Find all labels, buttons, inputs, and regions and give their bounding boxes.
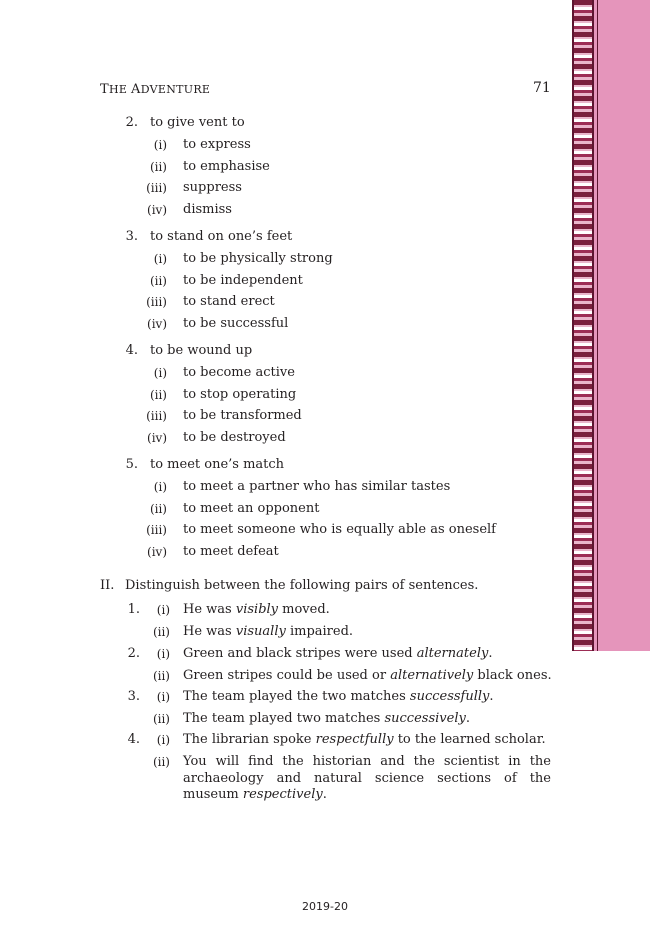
option-roman: (i) xyxy=(153,252,167,266)
sentence-roman: (i) xyxy=(156,603,170,617)
question-number: 4. xyxy=(125,343,138,358)
option-text: to be successful xyxy=(183,315,289,331)
option-text: to meet a partner who has similar tastes xyxy=(183,479,451,494)
option-roman: (ii) xyxy=(149,501,167,516)
page-number: 71 xyxy=(533,80,551,96)
pair-number: 1. xyxy=(127,602,140,617)
sentence-text xyxy=(183,754,551,804)
option-text: to stop operating xyxy=(183,386,297,402)
option-text: to meet someone who is equally able as oneself xyxy=(183,522,496,537)
sentence-part: The librarian spoke xyxy=(183,732,316,747)
section-heading: Distinguish between the following pairs of sentences. xyxy=(125,578,479,593)
sentence-text xyxy=(183,711,470,727)
option-roman: (iv) xyxy=(147,544,167,559)
sentence-part: to the learned scholar. xyxy=(393,732,546,747)
option-roman: (ii) xyxy=(149,273,167,288)
sentence-part: The team played two matches xyxy=(183,711,385,726)
sentence-part: He was xyxy=(183,624,236,639)
emphasized-word: successfully xyxy=(409,689,490,704)
option-roman: (ii) xyxy=(149,387,167,402)
sentence-roman: (ii) xyxy=(152,755,170,769)
sentence-part: . xyxy=(489,689,494,704)
sentence-roman: (i) xyxy=(156,733,170,747)
option-text: to express xyxy=(183,137,251,152)
sentence-text xyxy=(183,646,492,662)
sentence-roman: (ii) xyxy=(152,669,170,683)
option-text: to be destroyed xyxy=(183,429,286,445)
sentence-part: He was xyxy=(183,602,236,617)
pair-number: 3. xyxy=(127,689,140,704)
sentence-roman: (ii) xyxy=(152,712,170,726)
sentence-text xyxy=(183,668,552,684)
option-roman: (iii) xyxy=(146,409,167,423)
option-roman: (iii) xyxy=(146,181,167,195)
sentence-part: The team played the two matches xyxy=(183,689,410,704)
sentence-text xyxy=(183,732,546,748)
option-text: dismiss xyxy=(183,201,232,217)
question-text: to stand on one’s feet xyxy=(150,229,293,244)
option-roman: (iii) xyxy=(146,523,167,537)
question-text: to meet one’s match xyxy=(150,457,285,472)
sentence-part: moved. xyxy=(278,602,330,617)
sentence-part: Green and black stripes were used xyxy=(183,646,417,661)
option-roman: (iv) xyxy=(147,202,167,217)
sentence-part: impaired. xyxy=(285,624,354,639)
option-text: to be physically strong xyxy=(183,251,333,266)
emphasized-word: alternatively xyxy=(390,668,474,683)
section-number: II. xyxy=(100,578,115,593)
sentence-part: . xyxy=(488,646,493,661)
border-line-left xyxy=(572,0,574,651)
option-roman: (i) xyxy=(153,480,167,494)
question-number: 2. xyxy=(125,115,138,130)
sentence-text xyxy=(183,689,494,705)
sentence-roman: (i) xyxy=(156,690,170,704)
option-text: to emphasise xyxy=(183,158,270,174)
question-text: to give vent to xyxy=(150,115,245,130)
sentence-part: Green stripes could be used or xyxy=(183,668,391,683)
option-roman: (ii) xyxy=(149,159,167,174)
pair-number: 4. xyxy=(127,732,140,747)
option-text: to be independent xyxy=(183,272,303,288)
option-text: to become active xyxy=(183,365,295,380)
option-roman: (i) xyxy=(153,366,167,380)
sentence-roman: (i) xyxy=(156,647,170,661)
option-text: to meet an opponent xyxy=(183,500,320,516)
sentence-text xyxy=(183,624,353,640)
footer-year: 2019-20 xyxy=(302,900,348,913)
emphasized-word: visually xyxy=(235,624,286,639)
sentence-text xyxy=(183,602,330,618)
sentence-part: . xyxy=(465,711,470,726)
emphasized-word: successively xyxy=(384,711,466,726)
option-roman: (iv) xyxy=(147,316,167,331)
question-text: to be wound up xyxy=(150,343,253,358)
question-number: 3. xyxy=(125,229,138,244)
sentence-part: black ones. xyxy=(473,668,552,683)
emphasized-word: respectively xyxy=(242,787,323,802)
option-roman: (iv) xyxy=(147,430,167,445)
emphasized-word: visibly xyxy=(235,602,279,617)
option-roman: (iii) xyxy=(146,295,167,309)
emphasized-word: respectfully xyxy=(315,732,394,747)
question-number: 5. xyxy=(125,457,138,472)
sentence-part: You will find the historian and the scientist in the archaeology and natural science sections of the museum xyxy=(183,754,551,802)
running-header-title: THE ADVENTURE xyxy=(100,82,211,97)
option-text: to stand erect xyxy=(183,294,275,309)
border-line-outer xyxy=(597,0,598,651)
option-text: suppress xyxy=(183,180,242,195)
option-text: to be transformed xyxy=(183,408,302,423)
border-line-right xyxy=(592,0,594,651)
decorative-chain-border xyxy=(572,0,592,651)
sentence-roman: (ii) xyxy=(152,625,170,639)
emphasized-word: alternately xyxy=(416,646,489,661)
sentence-part: . xyxy=(322,787,327,802)
pair-number: 2. xyxy=(127,646,140,661)
option-text: to meet defeat xyxy=(183,543,279,559)
option-roman: (i) xyxy=(153,138,167,152)
